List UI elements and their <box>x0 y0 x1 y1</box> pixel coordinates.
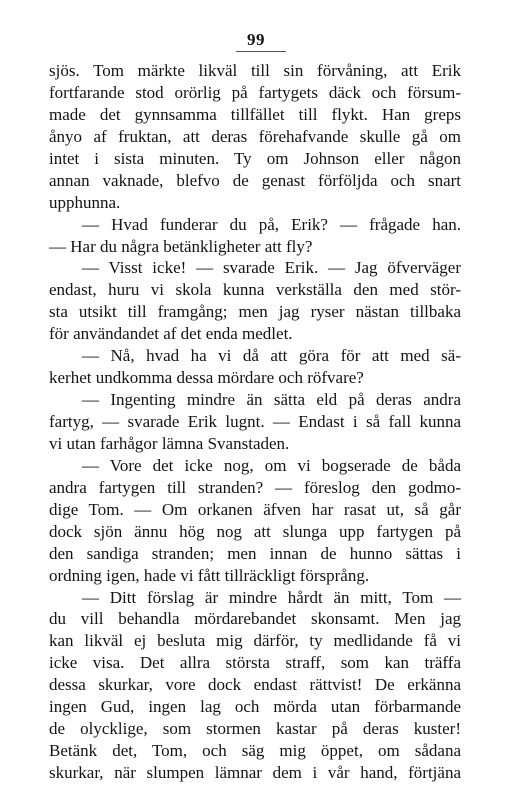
text-line: sta utsikt till framgång; men jag ryser nästan tillbaka <box>49 302 461 322</box>
text-line: du vill behandla mördarebandet skonsamt. Men jag <box>49 609 461 629</box>
text-line: den sandiga stranden; men innan de hunno sättas i <box>49 543 461 563</box>
text-line: fortfarande stod orörlig på fartygets däck och försum- <box>49 82 461 102</box>
text-line: — Har du några betänkligheter att fly? <box>49 236 313 256</box>
text-line: endast, huru vi skola kunna verkställa den med stör- <box>49 280 461 300</box>
text-line: — Ingenting mindre än sätta eld på deras andra <box>82 390 461 410</box>
text-line: ånyo af fruktan, att deras förehafvande skulle gå om <box>49 126 461 146</box>
text-line: ingen Gud, ingen lag och mörda utan förbarmande <box>49 697 461 717</box>
text-line: — Hvad funderar du på, Erik? — frågade han. <box>82 214 461 234</box>
body-text <box>49 60 461 784</box>
text-line: — Ditt förslag är mindre hårdt än mitt, Tom — <box>82 587 461 607</box>
text-line: kerhet undkomma dessa mördare och röfvare? <box>49 368 364 388</box>
text-line: kan likväl ej besluta mig därför, ty medlidande få vi <box>49 631 461 651</box>
text-line: dessa skurkar, vore dock endast rättvist! De erkänna <box>49 675 461 695</box>
text-line: made det gynnsamma tillfället till flykt. Han greps <box>49 104 461 124</box>
text-line: — Nå, hvad ha vi då att göra för att med sä- <box>82 346 461 366</box>
text-line: dige Tom. — Om orkanen äfven har rasat ut, så går <box>49 499 461 519</box>
text-line: fartyg, — svarade Erik lugnt. — Endast i så fall kunna <box>49 412 461 431</box>
text-line: ordning igen, hade vi fått tillräckligt försprång. <box>49 565 370 585</box>
text-line: Betänk det, Tom, och säg mig öppet, om sådana <box>49 741 461 761</box>
text-line: dock sjön ännu hög nog att slunga upp fartygen på <box>49 521 461 541</box>
text-line: annan vaknade, blefvo de genast förföljda och snart <box>49 170 461 190</box>
text-line: — Visst icke! — svarade Erik. — Jag öfverväger <box>82 258 461 278</box>
page-number: 99 <box>247 30 265 49</box>
text-line: icke visa. Det allra största straff, som kan träffa <box>49 653 461 673</box>
text-line: skurkar, när slumpen lämnar dem i vår hand, förtjäna <box>49 763 461 782</box>
text-line: intet i sista minuten. Ty om Johnson eller någon <box>49 148 461 168</box>
text-line: för användandet af det enda medlet. <box>49 324 293 344</box>
text-line: upphunna. <box>49 192 121 212</box>
text-line: — Vore det icke nog, om vi bogserade de båda <box>82 455 461 475</box>
text-line: de olycklige, som stormen kastar på deras kuster! <box>49 719 461 739</box>
text-line: sjös. Tom märkte likväl till sin förvåning, att Erik <box>49 61 461 80</box>
page-number-rule <box>236 51 286 52</box>
text-line: andra fartygen till stranden? — föreslog den godmo- <box>49 477 461 497</box>
text-line: vi utan farhågor lämna Svanstaden. <box>49 433 290 453</box>
